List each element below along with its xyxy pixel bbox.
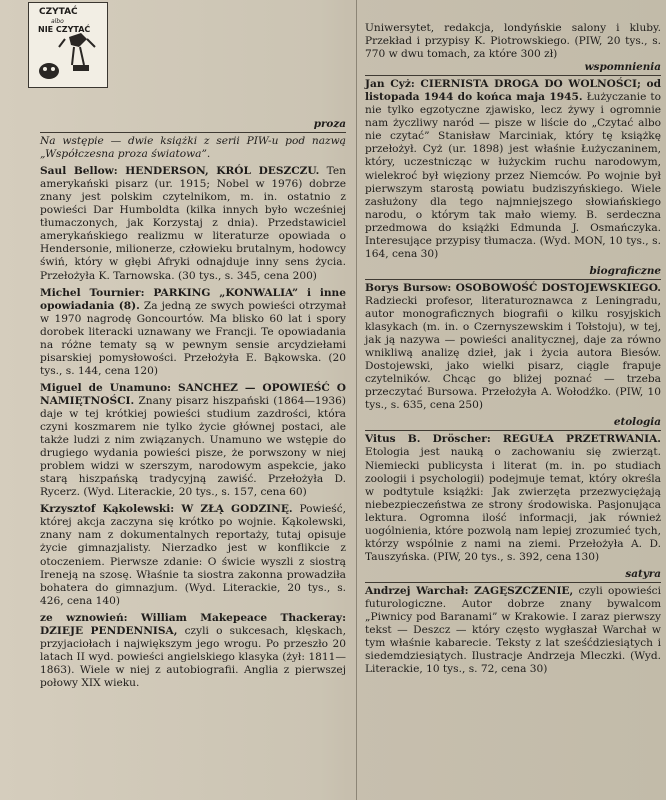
section-rule bbox=[365, 430, 661, 431]
entry-body: Powieść, której akcja zaczyna się krótko po wojnie. Kąkolewski, znany nam z dokumentalnych reportaży, tutaj opisuje życie gimnazjalisty. Nierzadko jest w konflikcie z otoczeniem. Pierwsze zdanie: O świcie wyszli z siostrą Ireneją na szosę. Właśnie ta siostra zakonna prowadziła bohatera do gimnazjum. (Wyd. Literackie, 20 tys., s. 426, cena 140) bbox=[40, 503, 346, 607]
section-heading: wspomnienia bbox=[584, 61, 661, 74]
logo-line-1: CZYTAĆ bbox=[39, 7, 78, 17]
entry-body: Za jedną ze swych powieści otrzymał w 1970 nagrodę Goncourtów. Ma blisko 60 lat i spory dorobek literacki uznawany we Francji. Te opowiadania na różne tematy są w pewnym sensie arcydziełami pisarskiej pomysłowości. Przełożyła E. Bąkowska. (20 tys., s. 144, cena 120) bbox=[40, 299, 346, 377]
section-heading: etologia bbox=[613, 416, 661, 429]
logo-line-3: NIE CZYTAĆ bbox=[38, 25, 91, 34]
review-entry bbox=[40, 165, 346, 282]
section-etologia bbox=[365, 416, 661, 564]
entry-body: Ten amerykański pisarz (ur. 1915; Nobel w 1976) dobrze znany jest polskim czytelnikom, m. in. ostatnio z powieści Dar Humboldta (kilka innych było wcześniej tłumaczonych, jak Korzystaj z dnia). Przedstawiciel amerykańskiego realizmu w literaturze opowiada o Hendersonie, milionerze, człowieku brutalnym, hodowcy świń, który w głębi Afryki odnajduje inny sens życia. Przełożyła K. Tarnowska. (30 tys., s. 345, cena 200) bbox=[40, 165, 346, 282]
entry-title: Krzysztof Kąkolewski: W ZŁĄ GODZINĘ. bbox=[40, 503, 293, 516]
entry-body: Etologia jest nauką o zachowaniu się zwierząt. Niemiecki publicysta i literat (m. in. po studiach zoologii i psychologii) podejmuje temat, który określa w podtytule książki: Jak zwierzęta przezwyciężają niebezpieczeństwa ze strony środowiska. Pasjonująca lektura. Ogromna ilość informacji, jak również uogólnienia, które pozwolą nam lepiej zrozumieć tych, którzy wspólnie z nami na ziemi. Przełożyła A. D. Tauszyńska. (PIW, 20 tys., s. 392, cena 130) bbox=[365, 446, 661, 563]
section-rule bbox=[365, 75, 661, 76]
entry-body: czyli opowieści futurologiczne. Autor dobrze znany bywalcom „Piwnicy pod Baranami” w Krakowie. I zaraz pierwszy tekst — Deszcz — który często wygłaszał Warchał w tym właśnie kabarecie. Teksty z lat sześćdziesiątych i siedemdziesiątych. Ilustracje Andrzeja Mleczki. (Wyd. Literackie, 10 tys., s. 72, cena 30) bbox=[365, 584, 662, 676]
entry-body: Znany pisarz hiszpański (1864—1936) daje w tej krótkiej powieści studium zazdrości, która czyni koszmarem nie tylko życie głównej postaci, ale także ludzi z nim związanych. Unamuno we wstępie do drugiego wydania powieści pisze, że porwszony w niej problem widzi w szerszym, narodowym aspekcie, jako starą hiszpańską tradycyjną zawiść. Przełożyła D. Rycerz. (Wyd. Literackie, 20 tys., s. 157, cena 60) bbox=[40, 394, 347, 499]
section-heading: satyra bbox=[625, 567, 661, 580]
entry-title: Saul Bellow: HENDERSON, KRÓL DESZCZU. bbox=[40, 165, 320, 178]
section-heading-proza: proza bbox=[313, 118, 346, 130]
entry-title: Andrzej Warchał: ZAGĘSZCZENIE, bbox=[365, 584, 574, 597]
entry-title: ze wznowień: William Makepeace Thackeray: DZIEJE PENDENNISA, bbox=[40, 611, 346, 637]
entry-body: czyli o sukcesach, klęskach, przyjaciołach i największym jego wrogu. Po przeszło 20 latach II wyd. powieści angielskiego klasyka (żył: 1811—1863). Wiele w niej z autobiografii. Anglia z pierwszej połowy XIX wieku. bbox=[40, 624, 346, 689]
right-column bbox=[365, 22, 661, 680]
logo-line-2: albo bbox=[51, 18, 64, 25]
section-wspomnienia bbox=[365, 61, 661, 261]
review-entry bbox=[40, 382, 346, 499]
review-entry bbox=[365, 78, 661, 261]
review-entry bbox=[40, 612, 346, 690]
review-entry bbox=[365, 282, 661, 412]
entry-title: Borys Bursow: OSOBOWOŚĆ DOSTOJEWSKIEGO. bbox=[365, 281, 661, 294]
entry-body: Łużyczanie to nie tylko egzotyczne zjawisko, lecz żywy i ogromnie nam życzliwy naród — pisze w liście do „Czytać albo nie czytać” Stanisław Marciniak, który tę książkę przełożył. Cyż (ur. 1898) jest właśnie Łużyczaninem, który, uczestnicząc w łużyckim ruchu narodowym, wielekroć był więziony przez Niemców. Po wojnie był pierwszym starostą powiatu budziszyńskiego. Wiele zasłużony dla tego najmniejszego słowiańskiego narodu, o którym tak mało wiemy. B. serdeczna przedmowa do książki Edmunda J. Osmańczyka. Interesujące przypisy tłumacza. (Wyd. MON, 10 tys., s. 164, cena 30) bbox=[365, 91, 662, 260]
entry-body: Radziecki profesor, literaturoznawca z Leningradu, autor monograficznych biografii o kilku rosyjskich klasykach (m. in. o Czernyszewskim i Tołstoju), w tej, jak ją nazywa — powieści analitycznej, daje za równo wnikliwą analizę dzieł, jak i życia autora Biesów. Dostojewski, jako wielki pisarz, ciągle frapuje czytelników. Chcąc go bliżej poznać — trzeba przeczytać Bursowa. Przełożyła A. Wołodźko. (PIW, 10 tys., s. 635, cena 250) bbox=[365, 294, 661, 412]
section-rule bbox=[365, 279, 661, 280]
column-divider bbox=[356, 0, 357, 800]
continued-text: Uniwersytet, redakcja, londyńskie salony i kluby. Przekład i przypisy K. Piotrowskiego. (PIW, 20 tys., s. 770 w dwu tomach, za które 300 zł) bbox=[365, 22, 661, 61]
entry-title: Jan Cyż: CIERNISTA DROGA DO WOLNOŚCI; od listopada 1944 do końca maja 1945. bbox=[365, 78, 661, 104]
intro-text: Na wstępie — dwie książki z serii PIW-u pod nazwą „Współczesna proza światowa”. bbox=[40, 135, 346, 161]
section-rule bbox=[40, 132, 346, 133]
entry-title: Vitus B. Dröscher: REGUŁA PRZETRWANIA. bbox=[365, 433, 661, 446]
review-entry bbox=[365, 433, 661, 563]
column-logo bbox=[28, 2, 108, 88]
entry-title: Miguel de Unamuno: SANCHEZ — OPOWIEŚĆ O NAMIĘTNOŚCI. bbox=[40, 381, 346, 407]
review-entry bbox=[365, 585, 661, 676]
review-entry bbox=[40, 503, 346, 607]
review-entry bbox=[40, 287, 346, 378]
section-satyra bbox=[365, 568, 661, 676]
entry-title: Michel Tournier: PARKING „KONWALIA” i inne opowiadania (8). bbox=[40, 286, 346, 312]
section-rule bbox=[365, 582, 661, 583]
left-column bbox=[40, 118, 346, 694]
section-biograficzne bbox=[365, 265, 661, 413]
section-heading: biograficzne bbox=[589, 264, 661, 277]
